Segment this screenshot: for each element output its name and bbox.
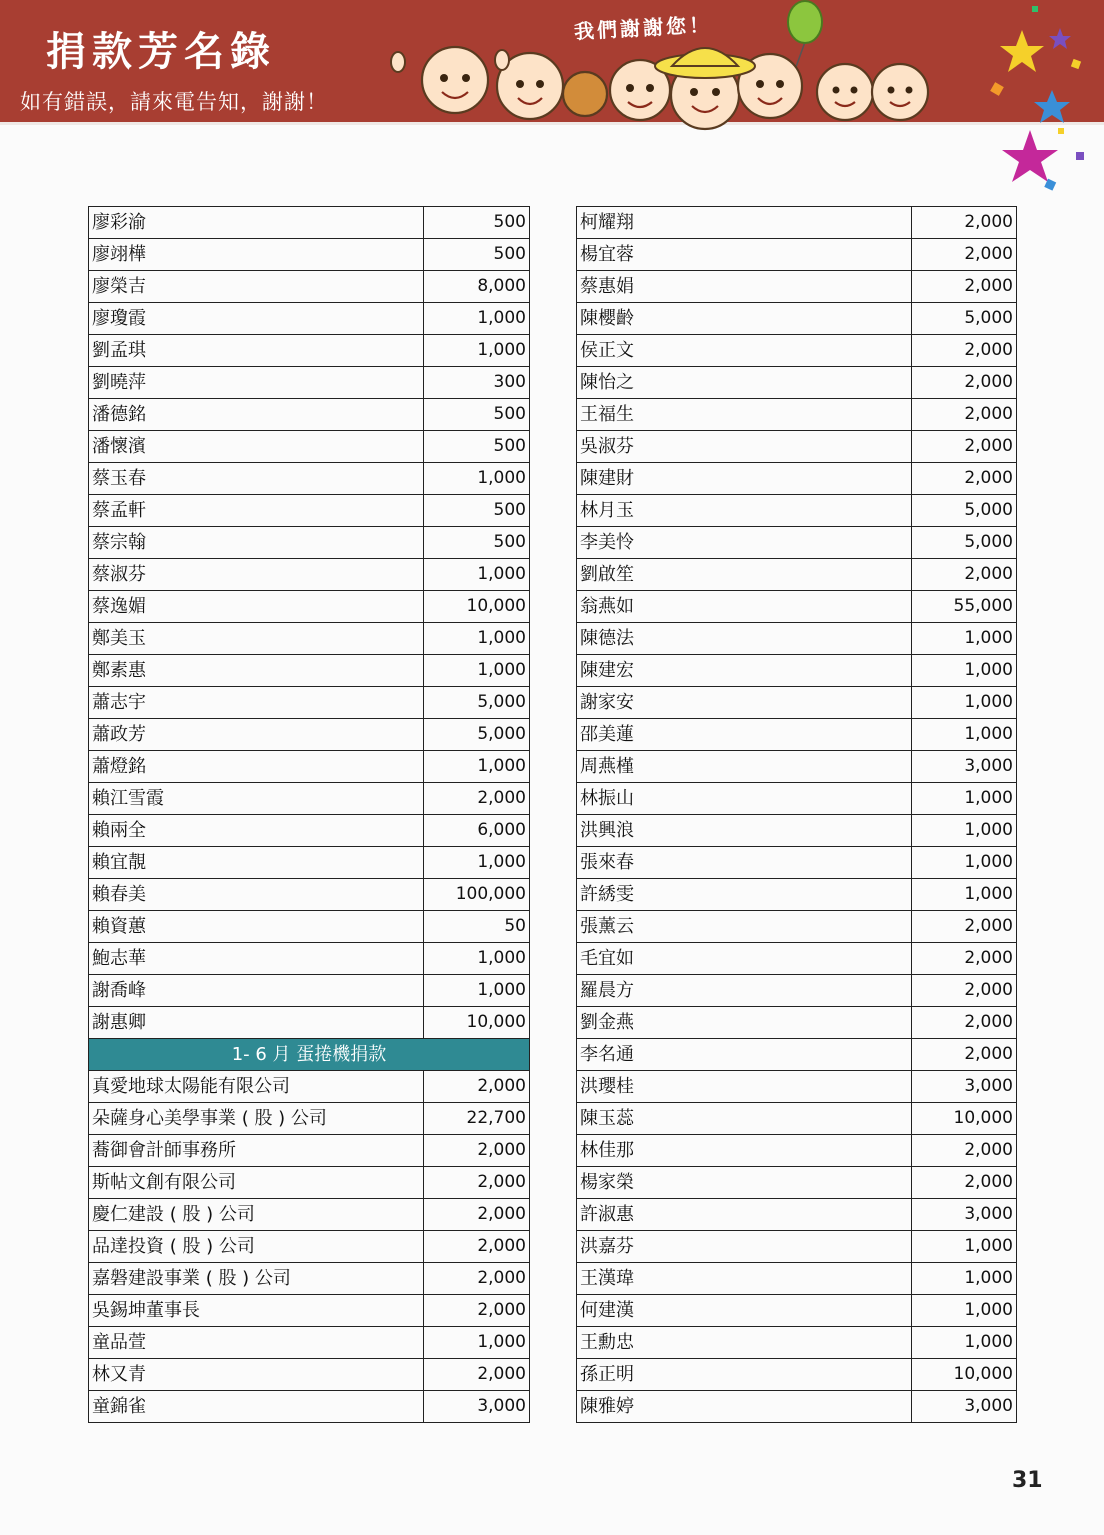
donation-amount: 55,000 <box>912 591 1017 623</box>
table-row <box>577 1391 1017 1423</box>
donor-name: 陳建宏 <box>577 655 912 687</box>
table-row <box>577 815 1017 847</box>
donation-amount: 1,000 <box>424 847 530 879</box>
donation-amount: 50 <box>424 911 530 943</box>
table-row <box>577 431 1017 463</box>
donation-amount: 2,000 <box>912 207 1017 239</box>
table-row <box>577 751 1017 783</box>
table-row <box>577 975 1017 1007</box>
table-row <box>89 655 530 687</box>
table-row <box>577 1135 1017 1167</box>
donor-name: 賴宜靚 <box>89 847 424 879</box>
donation-amount: 10,000 <box>424 1007 530 1039</box>
table-row <box>89 303 530 335</box>
table-row <box>89 1391 530 1423</box>
table-row <box>577 687 1017 719</box>
donor-name: 蕭燈銘 <box>89 751 424 783</box>
donation-amount: 10,000 <box>912 1103 1017 1135</box>
table-row <box>89 975 530 1007</box>
donor-name: 王漢瑋 <box>577 1263 912 1295</box>
donor-name: 品達投資 ( 股 ) 公司 <box>89 1231 424 1263</box>
donor-name: 鮑志華 <box>89 943 424 975</box>
donor-name: 李名通 <box>577 1039 912 1071</box>
table-row <box>89 1199 530 1231</box>
donor-name: 陳櫻齡 <box>577 303 912 335</box>
donor-name: 童錦雀 <box>89 1391 424 1423</box>
donation-amount: 2,000 <box>424 1199 530 1231</box>
donor-name: 朵薩身心美學事業 ( 股 ) 公司 <box>89 1103 424 1135</box>
table-row <box>577 303 1017 335</box>
donor-name: 毛宜如 <box>577 943 912 975</box>
donor-name: 邵美蓮 <box>577 719 912 751</box>
thanks-text: 我們謝謝您！ <box>573 12 713 44</box>
donor-name: 李美怜 <box>577 527 912 559</box>
donation-amount: 500 <box>424 239 530 271</box>
donor-name: 謝惠卿 <box>89 1007 424 1039</box>
table-row <box>89 623 530 655</box>
donor-name: 羅晨方 <box>577 975 912 1007</box>
donation-amount: 500 <box>424 527 530 559</box>
donation-amount: 5,000 <box>912 495 1017 527</box>
table-row <box>577 1231 1017 1263</box>
donor-name: 謝家安 <box>577 687 912 719</box>
donor-name: 張來春 <box>577 847 912 879</box>
donation-amount: 22,700 <box>424 1103 530 1135</box>
donation-amount: 1,000 <box>912 687 1017 719</box>
page-subtitle: 如有錯誤，請來電告知，謝謝！ <box>20 90 328 114</box>
donation-amount: 1,000 <box>424 943 530 975</box>
donor-name: 洪興浪 <box>577 815 912 847</box>
donation-amount: 2,000 <box>912 335 1017 367</box>
donation-amount: 3,000 <box>912 1199 1017 1231</box>
donation-amount: 2,000 <box>424 1263 530 1295</box>
donor-name: 蔡孟軒 <box>89 495 424 527</box>
donor-name: 翁燕如 <box>577 591 912 623</box>
table-row <box>89 1071 530 1103</box>
donation-amount: 2,000 <box>912 463 1017 495</box>
donation-amount: 1,000 <box>424 303 530 335</box>
donor-name: 慶仁建設 ( 股 ) 公司 <box>89 1199 424 1231</box>
donation-amount: 500 <box>424 207 530 239</box>
table-row <box>89 495 530 527</box>
donation-amount: 1,000 <box>912 847 1017 879</box>
donation-amount: 10,000 <box>424 591 530 623</box>
table-row <box>577 239 1017 271</box>
donor-name: 鄭美玉 <box>89 623 424 655</box>
table-row <box>577 623 1017 655</box>
donation-amount: 1,000 <box>912 815 1017 847</box>
donor-name: 張薰云 <box>577 911 912 943</box>
donation-amount: 1,000 <box>912 1327 1017 1359</box>
section-header-row <box>89 1039 530 1071</box>
table-row <box>577 1103 1017 1135</box>
table-row <box>577 1007 1017 1039</box>
donation-amount: 2,000 <box>912 1007 1017 1039</box>
donation-amount: 3,000 <box>912 751 1017 783</box>
table-row <box>89 367 530 399</box>
table-row <box>89 719 530 751</box>
donor-name: 鄭素惠 <box>89 655 424 687</box>
donor-name: 廖瓊霞 <box>89 303 424 335</box>
table-row <box>577 463 1017 495</box>
donation-amount: 5,000 <box>424 687 530 719</box>
donor-name: 許綉雯 <box>577 879 912 911</box>
table-row <box>577 879 1017 911</box>
table-row <box>577 1199 1017 1231</box>
donor-name: 吳錫坤董事長 <box>89 1295 424 1327</box>
table-row <box>89 559 530 591</box>
donor-name: 蕎御會計師事務所 <box>89 1135 424 1167</box>
table-row <box>89 751 530 783</box>
donation-amount: 2,000 <box>424 1071 530 1103</box>
table-row <box>89 1231 530 1263</box>
donor-name: 真愛地球太陽能有限公司 <box>89 1071 424 1103</box>
table-row <box>89 1263 530 1295</box>
donor-name: 侯正文 <box>577 335 912 367</box>
donation-amount: 1,000 <box>424 335 530 367</box>
donor-name: 陳德法 <box>577 623 912 655</box>
donation-amount: 6,000 <box>424 815 530 847</box>
donation-amount: 1,000 <box>424 751 530 783</box>
donor-name: 洪瓔桂 <box>577 1071 912 1103</box>
table-row <box>577 1039 1017 1071</box>
donation-amount: 1,000 <box>424 1327 530 1359</box>
donation-amount: 1,000 <box>424 655 530 687</box>
header-banner <box>0 0 1104 125</box>
table-row <box>89 527 530 559</box>
donation-amount: 500 <box>424 495 530 527</box>
donor-name: 洪嘉芬 <box>577 1231 912 1263</box>
donation-amount: 2,000 <box>424 1135 530 1167</box>
table-row <box>577 847 1017 879</box>
table-row <box>577 495 1017 527</box>
table-row <box>577 399 1017 431</box>
donor-name: 蔡玉春 <box>89 463 424 495</box>
table-row <box>577 943 1017 975</box>
table-row <box>577 367 1017 399</box>
donation-amount: 1,000 <box>912 1231 1017 1263</box>
donation-amount: 1,000 <box>912 655 1017 687</box>
table-row <box>89 943 530 975</box>
donation-amount: 2,000 <box>912 239 1017 271</box>
donation-amount: 1,000 <box>424 623 530 655</box>
table-row <box>577 1071 1017 1103</box>
donor-name: 嘉磐建設事業 ( 股 ) 公司 <box>89 1263 424 1295</box>
donor-name: 賴江雪霞 <box>89 783 424 815</box>
donation-amount: 1,000 <box>424 975 530 1007</box>
decorative-star-purple <box>996 122 1096 202</box>
donation-amount: 500 <box>424 431 530 463</box>
donation-amount: 1,000 <box>424 463 530 495</box>
donor-name: 柯耀翔 <box>577 207 912 239</box>
table-row <box>577 1327 1017 1359</box>
page-title: 捐款芳名錄 <box>46 28 276 75</box>
donor-name: 陳建財 <box>577 463 912 495</box>
donation-amount: 2,000 <box>912 975 1017 1007</box>
donation-amount: 2,000 <box>912 1167 1017 1199</box>
donation-amount: 2,000 <box>912 271 1017 303</box>
donor-name: 劉曉萍 <box>89 367 424 399</box>
table-row <box>89 399 530 431</box>
donor-name: 周燕槿 <box>577 751 912 783</box>
table-row <box>89 1295 530 1327</box>
donor-name: 蕭政芳 <box>89 719 424 751</box>
donor-name: 陳雅婷 <box>577 1391 912 1423</box>
table-row <box>577 207 1017 239</box>
donor-name: 潘德銘 <box>89 399 424 431</box>
donation-amount: 1,000 <box>912 879 1017 911</box>
section-label: 1- 6 月 蛋捲機捐款 <box>89 1039 530 1071</box>
table-row <box>89 847 530 879</box>
donor-name: 王勳忠 <box>577 1327 912 1359</box>
donor-name: 賴資蕙 <box>89 911 424 943</box>
donation-amount: 10,000 <box>912 1359 1017 1391</box>
donation-amount: 2,000 <box>424 1231 530 1263</box>
table-row <box>577 1295 1017 1327</box>
table-row <box>577 591 1017 623</box>
donation-amount: 100,000 <box>424 879 530 911</box>
donor-name: 林振山 <box>577 783 912 815</box>
donor-name: 林月玉 <box>577 495 912 527</box>
donation-amount: 5,000 <box>912 527 1017 559</box>
donation-amount: 2,000 <box>912 1039 1017 1071</box>
donor-name: 王福生 <box>577 399 912 431</box>
donor-name: 蕭志宇 <box>89 687 424 719</box>
donation-amount: 2,000 <box>424 783 530 815</box>
donation-amount: 2,000 <box>912 1135 1017 1167</box>
table-row <box>89 783 530 815</box>
donation-amount: 2,000 <box>424 1295 530 1327</box>
table-row <box>89 815 530 847</box>
donor-name: 何建漢 <box>577 1295 912 1327</box>
donor-name: 蔡宗翰 <box>89 527 424 559</box>
donor-name: 楊宜蓉 <box>577 239 912 271</box>
donation-amount: 1,000 <box>912 783 1017 815</box>
table-row <box>89 879 530 911</box>
donation-amount: 2,000 <box>912 399 1017 431</box>
donation-amount: 5,000 <box>424 719 530 751</box>
donation-amount: 2,000 <box>424 1359 530 1391</box>
donor-name: 許淑惠 <box>577 1199 912 1231</box>
page-number: 31 <box>1012 1468 1043 1493</box>
table-row <box>577 911 1017 943</box>
donation-amount: 1,000 <box>912 719 1017 751</box>
donor-name: 廖翊樺 <box>89 239 424 271</box>
donation-amount: 1,000 <box>424 559 530 591</box>
donor-name: 吳淑芬 <box>577 431 912 463</box>
donation-amount: 2,000 <box>912 943 1017 975</box>
donor-name: 潘懷濱 <box>89 431 424 463</box>
donor-name: 劉金燕 <box>577 1007 912 1039</box>
table-row <box>89 1359 530 1391</box>
donation-amount: 2,000 <box>912 367 1017 399</box>
donation-amount: 2,000 <box>912 431 1017 463</box>
table-row <box>89 1135 530 1167</box>
donation-amount: 3,000 <box>424 1391 530 1423</box>
table-row <box>577 1263 1017 1295</box>
table-row <box>89 1007 530 1039</box>
table-row <box>89 911 530 943</box>
table-row <box>577 335 1017 367</box>
donation-amount: 5,000 <box>912 303 1017 335</box>
donor-name: 陳怡之 <box>577 367 912 399</box>
table-row <box>577 719 1017 751</box>
donation-amount: 2,000 <box>424 1167 530 1199</box>
donation-amount: 3,000 <box>912 1071 1017 1103</box>
donor-name: 蔡惠娟 <box>577 271 912 303</box>
donor-name: 童品萱 <box>89 1327 424 1359</box>
donor-table-left <box>88 206 530 1423</box>
donor-name: 劉孟琪 <box>89 335 424 367</box>
table-row <box>89 463 530 495</box>
donation-amount: 3,000 <box>912 1391 1017 1423</box>
table-row <box>577 1359 1017 1391</box>
donor-name: 蔡淑芬 <box>89 559 424 591</box>
table-row <box>89 207 530 239</box>
table-row <box>89 335 530 367</box>
table-row <box>89 431 530 463</box>
donor-name: 謝喬峰 <box>89 975 424 1007</box>
donation-amount: 8,000 <box>424 271 530 303</box>
donation-amount: 1,000 <box>912 1295 1017 1327</box>
donation-amount: 2,000 <box>912 911 1017 943</box>
table-row <box>89 239 530 271</box>
table-row <box>577 1167 1017 1199</box>
donor-name: 廖榮吉 <box>89 271 424 303</box>
table-row <box>577 527 1017 559</box>
donor-name: 劉啟笙 <box>577 559 912 591</box>
table-row <box>89 687 530 719</box>
table-row <box>577 559 1017 591</box>
donation-amount: 1,000 <box>912 623 1017 655</box>
donor-name: 斯帖文創有限公司 <box>89 1167 424 1199</box>
donor-name: 賴春美 <box>89 879 424 911</box>
donor-name: 廖彩渝 <box>89 207 424 239</box>
donor-name: 楊家榮 <box>577 1167 912 1199</box>
donor-name: 陳玉蕊 <box>577 1103 912 1135</box>
table-row <box>89 1103 530 1135</box>
table-row <box>89 591 530 623</box>
donor-table-right <box>576 206 1017 1423</box>
table-row <box>89 1167 530 1199</box>
table-row <box>89 1327 530 1359</box>
donation-amount: 1,000 <box>912 1263 1017 1295</box>
donor-name: 林又青 <box>89 1359 424 1391</box>
donation-amount: 500 <box>424 399 530 431</box>
table-row <box>577 655 1017 687</box>
donation-amount: 300 <box>424 367 530 399</box>
donor-name: 蔡逸媚 <box>89 591 424 623</box>
donor-name: 孫正明 <box>577 1359 912 1391</box>
donor-name: 賴兩全 <box>89 815 424 847</box>
cartoon-children-illustration <box>380 0 960 135</box>
donation-amount: 2,000 <box>912 559 1017 591</box>
table-row <box>577 783 1017 815</box>
donor-name: 林佳那 <box>577 1135 912 1167</box>
table-row <box>89 271 530 303</box>
table-row <box>577 271 1017 303</box>
